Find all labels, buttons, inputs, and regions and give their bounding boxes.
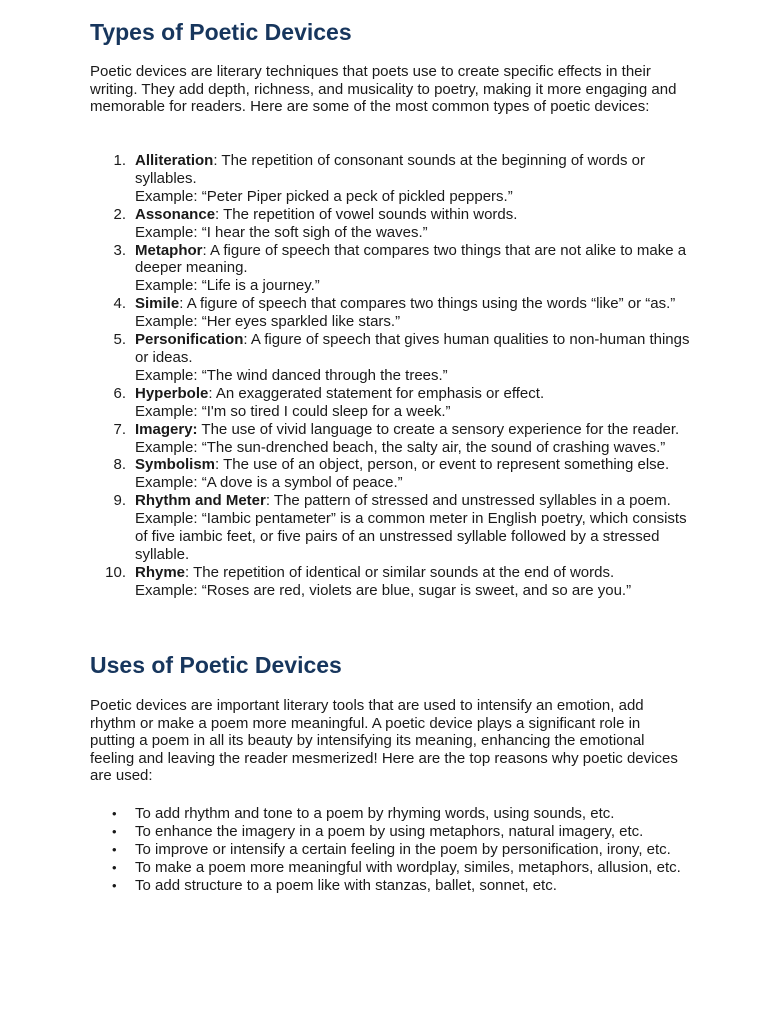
term-separator: : <box>213 152 218 169</box>
list-item <box>90 877 690 895</box>
list-item <box>90 841 690 859</box>
list-item <box>90 805 690 823</box>
device-example: Example: “Iambic pentameter” is a common meter in English poetry, which consists of five iambic feet, or five pairs of an unstressed syllable followed by a stressed syllable. <box>135 510 687 563</box>
term-separator: : <box>185 563 190 581</box>
poetic-devices-list <box>90 152 690 600</box>
list-number: 10. <box>105 563 126 581</box>
device-definition: A figure of speech that compares two things using the words “like” or “as.” <box>183 295 676 313</box>
term-separator: : <box>179 295 184 313</box>
device-definition: The use of vivid language to create a sensory experience for the reader. <box>197 420 680 438</box>
list-item <box>90 385 690 421</box>
bullet-icon: • <box>112 806 117 821</box>
list-number: 9. <box>113 492 126 510</box>
device-definition: The repetition of vowel sounds within words. <box>219 205 518 223</box>
list-number: 2. <box>113 205 126 223</box>
device-term: Simile <box>135 295 180 313</box>
device-example: Example: “A dove is a symbol of peace.” <box>135 474 403 492</box>
list-item <box>90 823 690 841</box>
list-item <box>90 859 690 877</box>
device-definition: The use of an object, person, or event to represent something else. <box>219 456 670 474</box>
device-definition: An exaggerated statement for emphasis or effect. <box>212 384 545 402</box>
list-item <box>90 295 690 331</box>
term-separator: : <box>215 205 220 223</box>
list-number: 4. <box>113 295 126 313</box>
uses-bullet-list <box>90 805 690 895</box>
device-definition: The repetition of consonant sounds at the beginning of words or syllables. <box>135 152 646 187</box>
list-item <box>90 152 690 206</box>
bullet-icon: • <box>112 877 117 893</box>
list-number: 1. <box>113 152 126 169</box>
list-item <box>90 564 690 600</box>
use-text: To make a poem more meaningful with wordplay, similes, metaphors, allusion, etc. <box>135 858 681 876</box>
device-term: Imagery: <box>135 420 198 438</box>
device-term: Symbolism <box>135 456 216 474</box>
bullet-icon: • <box>112 823 117 839</box>
section-title-types: Types of Poetic Devices <box>90 19 352 45</box>
device-example: Example: “The sun-drenched beach, the salty air, the sound of crashing waves.” <box>135 438 666 456</box>
device-example: Example: “Peter Piper picked a peck of pickled peppers.” <box>135 187 513 205</box>
device-example: Example: “The wind danced through the trees.” <box>135 366 448 384</box>
device-term: Personification <box>135 331 244 349</box>
device-example: Example: “I hear the soft sigh of the waves.” <box>135 223 428 241</box>
device-definition: A figure of speech that compares two things that are not alike to make a deeper meaning. <box>135 241 687 277</box>
list-number: 6. <box>113 384 126 402</box>
list-number: 3. <box>113 241 126 259</box>
bullet-icon: • <box>112 859 117 875</box>
device-term: Rhyme <box>135 563 186 581</box>
list-item <box>90 456 690 492</box>
list-number: 5. <box>113 331 126 349</box>
device-example: Example: “I'm so tired I could sleep for a week.” <box>135 402 451 420</box>
device-term: Alliteration <box>135 152 214 169</box>
list-number: 7. <box>113 420 126 438</box>
device-term: Metaphor <box>135 241 203 259</box>
list-item <box>90 242 690 296</box>
device-definition: The repetition of identical or similar sounds at the end of words. <box>189 563 615 581</box>
term-separator: : <box>215 456 220 474</box>
term-separator: : <box>243 331 248 349</box>
use-text: To add structure to a poem like with stanzas, ballet, sonnet, etc. <box>135 876 557 894</box>
list-item <box>90 421 690 457</box>
device-example: Example: “Life is a journey.” <box>135 277 320 295</box>
term-separator: : <box>202 241 207 259</box>
device-example: Example: “Her eyes sparkled like stars.” <box>135 313 401 331</box>
device-term: Rhythm and Meter <box>135 492 266 510</box>
list-item <box>90 206 690 242</box>
device-example: Example: “Roses are red, violets are blue, sugar is sweet, and so are you.” <box>135 581 632 599</box>
device-definition: A figure of speech that gives human qualities to non-human things or ideas. <box>135 331 690 366</box>
uses-intro-paragraph: Poetic devices are important literary tools that are used to intensify an emotion, add rhythm or make a poem more meaningful. A poetic device plays a significant role in putting a poem in all its beauty by intensifying its meaning, enhancing the emotional feeling and leaving the reader mesmerized! Here are the top reasons why poetic devices are used: <box>90 697 678 785</box>
types-intro-paragraph: Poetic devices are literary techniques that poets use to create specific effects in their writing. They add depth, richness, and musicality to poetry, making it more engaging and memorable for readers. Here are some of the most common types of poetic devices: <box>90 63 677 116</box>
use-text: To add rhythm and tone to a poem by rhyming words, using sounds, etc. <box>135 805 615 822</box>
term-separator: : <box>208 384 213 402</box>
section-title-uses: Uses of Poetic Devices <box>90 652 342 678</box>
list-item <box>90 492 690 564</box>
device-term: Hyperbole <box>135 384 209 402</box>
bullet-icon: • <box>112 841 117 857</box>
term-separator: : <box>265 492 271 510</box>
device-definition: The pattern of stressed and unstressed syllables in a poem. <box>270 492 671 510</box>
use-text: To enhance the imagery in a poem by using metaphors, natural imagery, etc. <box>135 822 644 840</box>
list-number: 8. <box>113 456 126 474</box>
list-item <box>90 331 690 385</box>
device-term: Assonance <box>135 205 216 223</box>
use-text: To improve or intensify a certain feeling in the poem by personification, irony, etc. <box>135 840 671 858</box>
